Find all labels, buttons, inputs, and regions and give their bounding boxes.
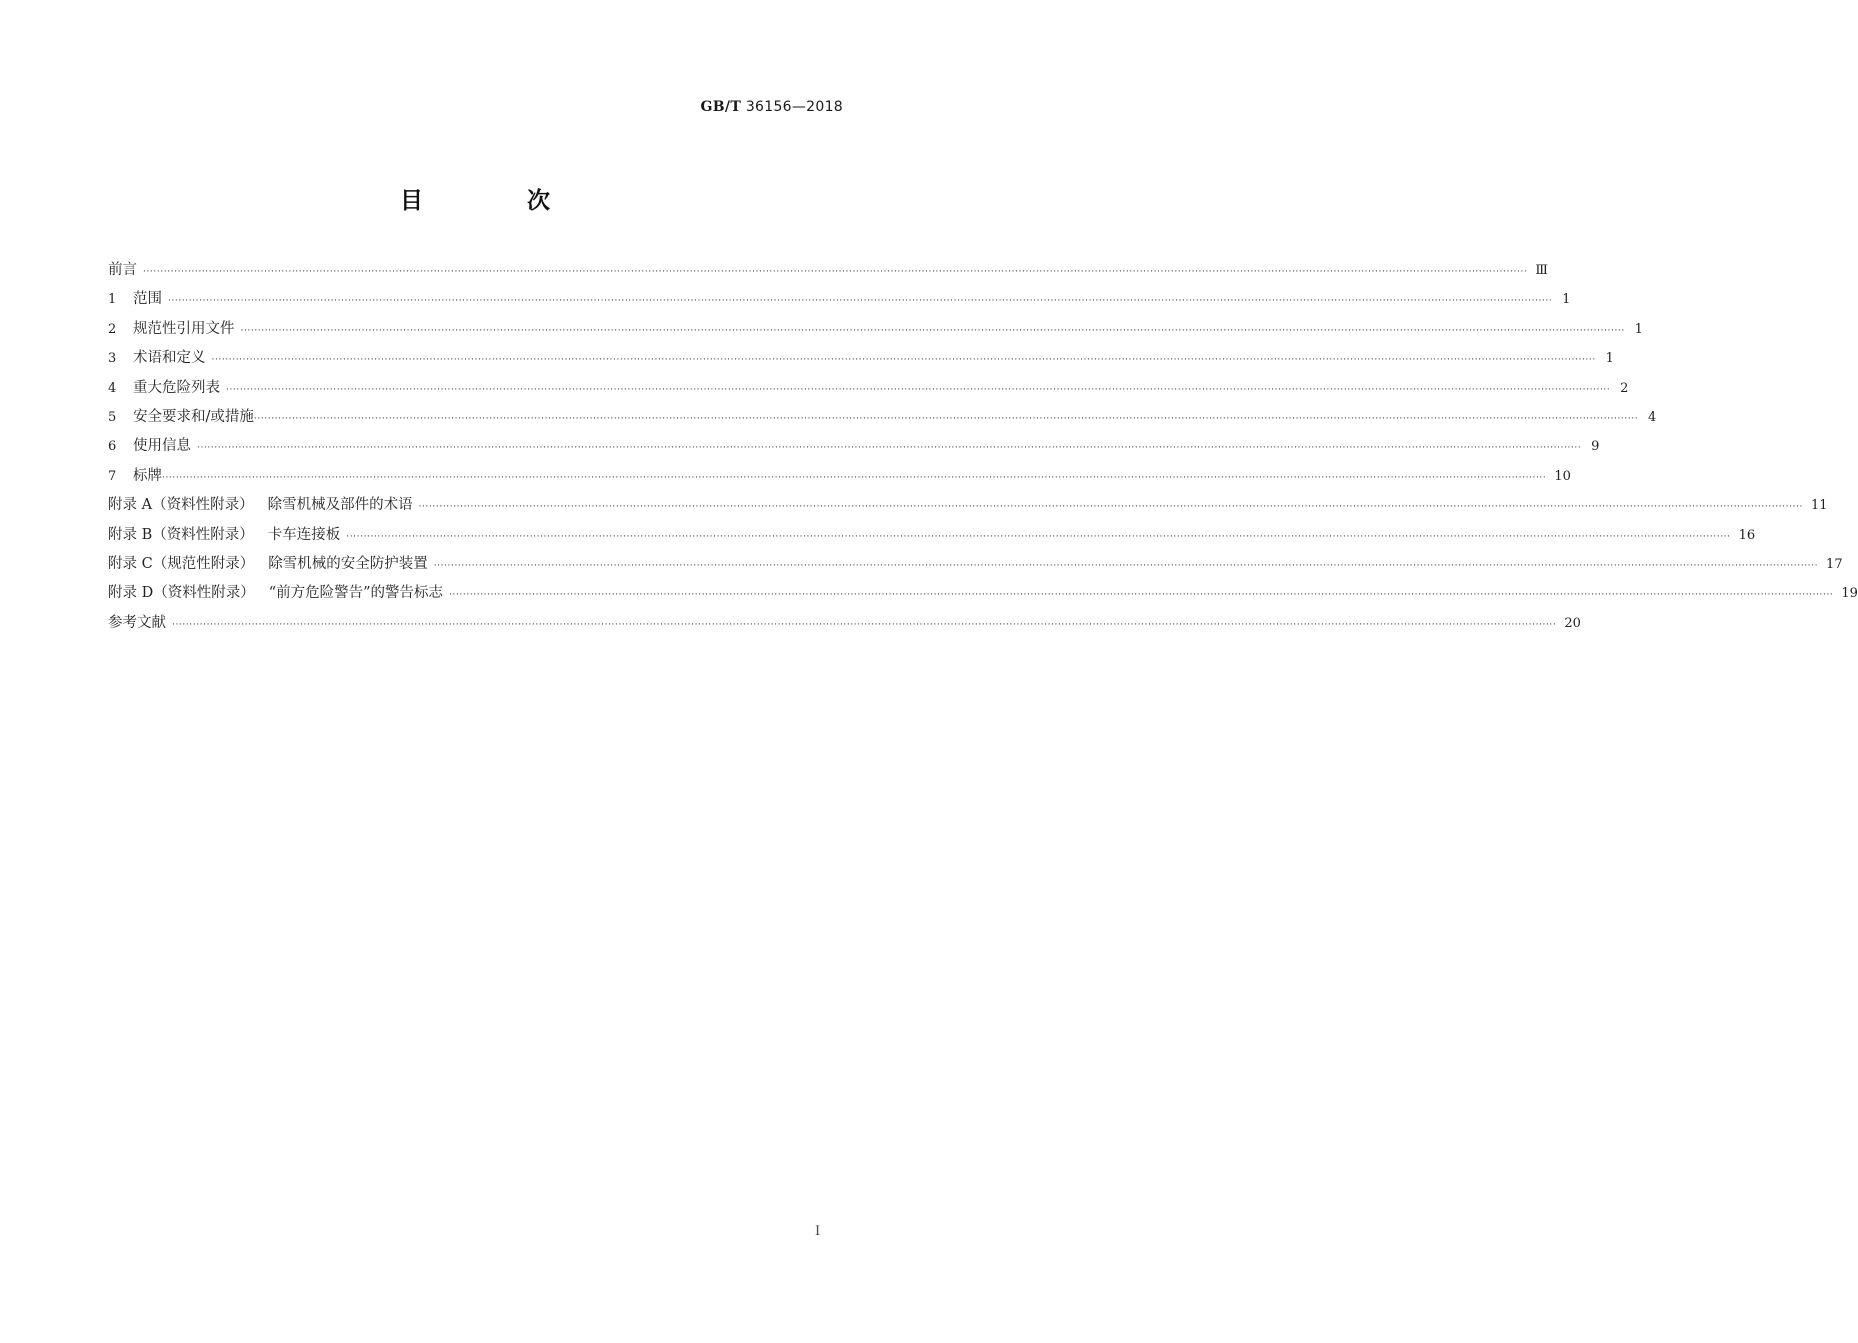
standard-code-prefix: GB/T	[700, 99, 742, 115]
toc-entry-title: 使用信息	[133, 438, 191, 455]
toc-entry-7[interactable]	[108, 462, 1571, 491]
toc-entry-number: 4	[108, 380, 117, 396]
toc-entry-title: 除雪机械的安全防护装置	[268, 555, 428, 572]
toc-leader-dots: ················································································································································································································································································································································································································	[433, 560, 1819, 571]
table-of-contents	[108, 256, 1858, 638]
toc-entry-annex-b[interactable]	[108, 521, 1756, 550]
toc-annex-label: 附录 C（规范性附录）	[108, 555, 255, 572]
toc-annex-label: 附录 A（资料性附录）	[108, 497, 254, 514]
toc-entry-page: 10	[1554, 468, 1571, 484]
toc-entry-label	[108, 491, 413, 520]
toc-entry-title: 安全要求和/或措施	[133, 408, 254, 425]
toc-entry-page: 4	[1647, 409, 1657, 425]
toc-leader-dots: ················································································································································································································································································································································································································	[449, 590, 1834, 601]
toc-leader-dots: ················································································································································································································································································································································································································	[346, 531, 1731, 542]
toc-entry-title: “前方危险警告”的警告标志	[268, 585, 444, 602]
toc-entry-label	[108, 609, 166, 638]
toc-entry-page: 16	[1738, 527, 1756, 543]
toc-entry-label	[108, 403, 254, 432]
toc-entry-label	[108, 521, 340, 550]
toc-entry-title: 标牌	[133, 467, 162, 484]
toc-leader-dots: ················································································································································································································································································································································································································	[197, 443, 1582, 454]
toc-entry-page: 1	[1562, 292, 1571, 308]
toc-entry-number: 6	[108, 439, 117, 455]
toc-leader-dots: ················································································································································································································································································································································································································	[240, 325, 1625, 336]
toc-entry-number: 3	[108, 351, 117, 367]
toc-entry-label	[108, 579, 443, 608]
toc-leader-dots: ················································································································································································································································································································································································································	[226, 384, 1611, 395]
toc-annex-label: 附录 D（资料性附录）	[108, 585, 255, 602]
standard-code	[701, 99, 843, 115]
toc-entry-label	[108, 550, 428, 579]
toc-entry-title: 范围	[133, 291, 162, 308]
toc-entry-references[interactable]	[108, 609, 1581, 638]
toc-leader-dots: ················································································································································································································································································································································································································	[168, 296, 1553, 307]
toc-entry-4[interactable]	[108, 374, 1629, 403]
toc-entry-title: 卡车连接板	[267, 526, 341, 543]
toc-entry-number: 7	[108, 468, 117, 484]
toc-entry-number: 1	[108, 292, 117, 308]
toc-entry-foreword[interactable]	[108, 256, 1548, 285]
toc-entry-label	[108, 344, 206, 373]
toc-entry-label	[108, 432, 191, 461]
toc-entry-label	[108, 285, 162, 314]
toc-entry-title: 术语和定义	[133, 350, 206, 367]
toc-entry-label	[108, 462, 162, 491]
standard-code-number: 36156—2018	[745, 99, 843, 115]
toc-leader-dots: ················································································································································································································································································································································································································	[211, 355, 1596, 366]
toc-entry-title: 重大危险列表	[133, 379, 220, 396]
toc-leader-dots: ················································································································································································································································································································································································································	[143, 267, 1528, 277]
toc-entry-2[interactable]	[108, 315, 1643, 344]
toc-entry-page: Ⅲ	[1535, 263, 1548, 278]
page-title: 目 次	[399, 188, 598, 214]
toc-entry-page: 1	[1605, 351, 1614, 367]
toc-entry-label	[108, 315, 235, 344]
toc-entry-page: 2	[1620, 380, 1629, 396]
toc-leader-dots: ················································································································································································································································································································································································································	[418, 502, 1803, 513]
toc-entry-number: 2	[108, 321, 117, 337]
toc-entry-page: 17	[1826, 556, 1843, 572]
toc-entry-annex-c[interactable]	[108, 550, 1843, 579]
toc-entry-3[interactable]	[108, 344, 1614, 373]
toc-entry-title: 除雪机械及部件的术语	[267, 497, 413, 514]
toc-entry-page: 19	[1841, 586, 1858, 602]
toc-entry-label	[108, 374, 220, 403]
toc-entry-page: 1	[1634, 321, 1643, 337]
toc-entry-page: 20	[1564, 615, 1581, 631]
toc-entry-annex-a[interactable]	[108, 491, 1828, 520]
toc-entry-page: 9	[1591, 439, 1600, 455]
toc-leader-dots: ················································································································································································································································································································································································································	[162, 472, 1547, 483]
toc-entry-annex-d[interactable]	[108, 579, 1858, 608]
toc-entry-title: 规范性引用文件	[133, 320, 235, 337]
toc-annex-label: 附录 B（资料性附录）	[108, 526, 254, 543]
toc-entry-title: 前言	[108, 262, 137, 278]
page-number: Ⅰ	[815, 1224, 821, 1239]
toc-entry-6[interactable]	[108, 432, 1600, 461]
toc-entry-title: 参考文献	[108, 614, 166, 631]
toc-entry-page: 11	[1810, 498, 1828, 514]
toc-entry-5[interactable]	[108, 403, 1657, 432]
toc-entry-label	[108, 256, 137, 285]
toc-entry-number: 5	[108, 409, 117, 425]
toc-entry-1[interactable]	[108, 285, 1571, 314]
toc-leader-dots: ················································································································································································································································································································································································································	[253, 413, 1639, 424]
toc-leader-dots: ················································································································································································································································································································································································································	[172, 619, 1557, 630]
